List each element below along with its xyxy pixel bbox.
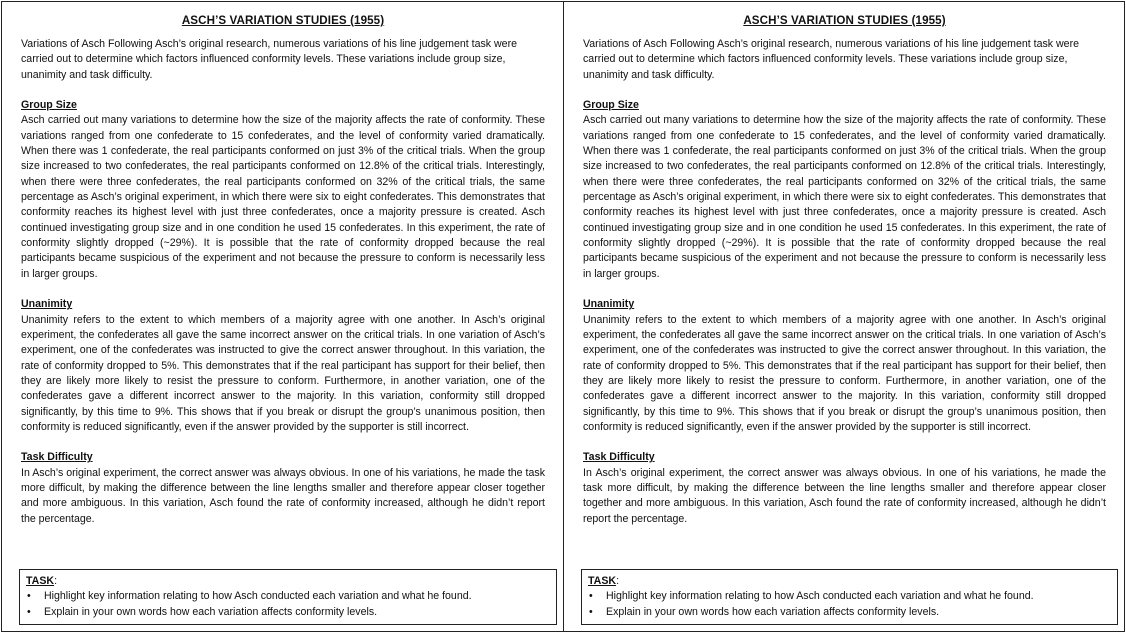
section-unanimity	[21, 297, 545, 435]
section-group-size	[583, 98, 1106, 282]
page-title: ASCH’S VARIATION STUDIES (1955)	[181, 14, 385, 27]
worksheet	[1, 1, 1125, 632]
task-label: TASK	[588, 575, 617, 587]
bullet-icon: •	[27, 590, 31, 603]
task-colon: :	[616, 575, 620, 587]
page-title: ASCH’S VARIATION STUDIES (1955)	[743, 14, 946, 27]
task-box	[19, 569, 557, 625]
section-task-difficulty	[21, 450, 545, 527]
section-group-size	[21, 98, 545, 282]
list-item	[26, 605, 548, 620]
section-body: Unanimity refers to the extent to which members of a majority agree with one another. In Asch’s original experiment, the confederates all gave the same incorrect answer on the critical trials. In one variation of Asch’s experiment, one of the confederates was instructed to give the correct answer throughout. In this variation, the rate of conformity dropped to 5%. This demonstrates that if the real participant has support for their belief, then they are likely more likely to resist the pressure to conform. Furthermore, in another variation, one of the confederates gave a different incorrect answer to the majority. In this variation, conformity still dropped significantly, by this time to 9%. This shows that if you break or disrupt the group’s unanimous position, then conformity is reduced significantly, even if the answer provided by the supporter is still incorrect.	[583, 313, 1106, 433]
worksheet-panel-right	[563, 2, 1124, 631]
list-item	[588, 605, 1109, 620]
section-body: Asch carried out many variations to determine how the size of the majority affects the rate of conformity. These variations ranged from one confederate to 15 confederates, and the level of conformity varied dramatically. When there was 1 confederate, the real participants conformed on just 3% of the critical trials. When the group size increased to two confederates, the real participants conformed on 12.8% of the critical trials. Interestingly, when there were three confederates, the real participants conformed on 32% of the critical trials, the same percentage as Asch’s original experiment, in which there were six to eight confederates. This demonstrates that conformity reaches its highest level with just three confederates, once a majority pressure is created. Asch continued investigating group size and in one condition he used 15 confederates. In this experiment, the rate of conformity slightly dropped (~29%). It is possible that the rate of conformity dropped because the real participants became suspicious of the experiment and not because the pressure to conform is necessarily less in larger groups.	[583, 114, 1106, 280]
section-heading: Unanimity	[583, 298, 635, 311]
intro-paragraph: Variations of Asch Following Asch’s original research, numerous variations of his line judgement task were carried out to determine which factors influenced conformity levels. These variations include group size, unanimity and task difficulty.	[21, 38, 517, 81]
task-header	[588, 574, 1109, 589]
task-header	[26, 574, 548, 589]
section-body: Unanimity refers to the extent to which members of a majority agree with one another. In Asch’s original experiment, the confederates all gave the same incorrect answer on the critical trials. In one variation of Asch’s experiment, one of the confederates was instructed to give the correct answer throughout. In this variation, the rate of conformity dropped to 5%. This demonstrates that if the real participant has support for their belief, then they are likely more likely to resist the pressure to conform. Furthermore, in another variation, one of the confederates gave a different incorrect answer to the majority. In this variation, conformity still dropped significantly, by this time to 9%. This shows that if you break or disrupt the group’s unanimous position, then conformity is reduced significantly, even if the answer provided by the supporter is still incorrect.	[21, 313, 545, 433]
task-item-text: Explain in your own words how each variation affects conformity levels.	[44, 605, 378, 618]
section-heading: Group Size	[583, 99, 639, 112]
bullet-icon: •	[589, 590, 593, 603]
task-list	[26, 589, 548, 620]
section-body: In Asch’s original experiment, the correct answer was always obvious. In one of his variations, he made the task more difficult, by making the difference between the line lengths smaller and therefore appear closer together and more ambiguous. In this variation, Asch found the rate of conformity increased, although he didn’t report the percentage.	[583, 466, 1106, 525]
section-heading: Task Difficulty	[583, 451, 655, 464]
list-item	[26, 589, 548, 604]
section-task-difficulty	[583, 450, 1106, 527]
worksheet-panel-left	[2, 2, 563, 631]
section-heading: Group Size	[21, 99, 77, 112]
section-heading: Unanimity	[21, 298, 73, 311]
intro-paragraph: Variations of Asch Following Asch’s original research, numerous variations of his line judgement task were carried out to determine which factors influenced conformity levels. These variations include group size, unanimity and task difficulty.	[583, 38, 1079, 81]
section-heading: Task Difficulty	[21, 451, 93, 464]
bullet-icon: •	[27, 605, 31, 618]
task-box	[581, 569, 1118, 625]
task-label: TASK	[26, 575, 55, 587]
task-item-text: Highlight key information relating to how Asch conducted each variation and what he found.	[606, 590, 1034, 603]
task-item-text: Explain in your own words how each variation affects conformity levels.	[606, 605, 940, 618]
bullet-icon: •	[589, 605, 593, 618]
task-item-text: Highlight key information relating to how Asch conducted each variation and what he found.	[44, 590, 472, 603]
section-body: Asch carried out many variations to determine how the size of the majority affects the rate of conformity. These variations ranged from one confederate to 15 confederates, and the level of conformity varied dramatically. When there was 1 confederate, the real participants conformed on just 3% of the critical trials. When the group size increased to two confederates, the real participants conformed on 12.8% of the critical trials. Interestingly, when there were three confederates, the real participants conformed on 32% of the critical trials, the same percentage as Asch’s original experiment, in which there were six to eight confederates. This demonstrates that conformity reaches its highest level with just three confederates, once a majority pressure is created. Asch continued investigating group size and in one condition he used 15 confederates. In this experiment, the rate of conformity slightly dropped (~29%). It is possible that the rate of conformity dropped because the real participants became suspicious of the experiment and not because the pressure to conform is necessarily less in larger groups.	[21, 114, 545, 280]
section-body: In Asch’s original experiment, the correct answer was always obvious. In one of his variations, he made the task more difficult, by making the difference between the line lengths smaller and therefore appear closer together and more ambiguous. In this variation, Asch found the rate of conformity increased, although he didn’t report the percentage.	[21, 466, 545, 525]
task-colon: :	[54, 575, 58, 587]
list-item	[588, 589, 1109, 604]
task-list	[588, 589, 1109, 620]
section-unanimity	[583, 297, 1106, 435]
